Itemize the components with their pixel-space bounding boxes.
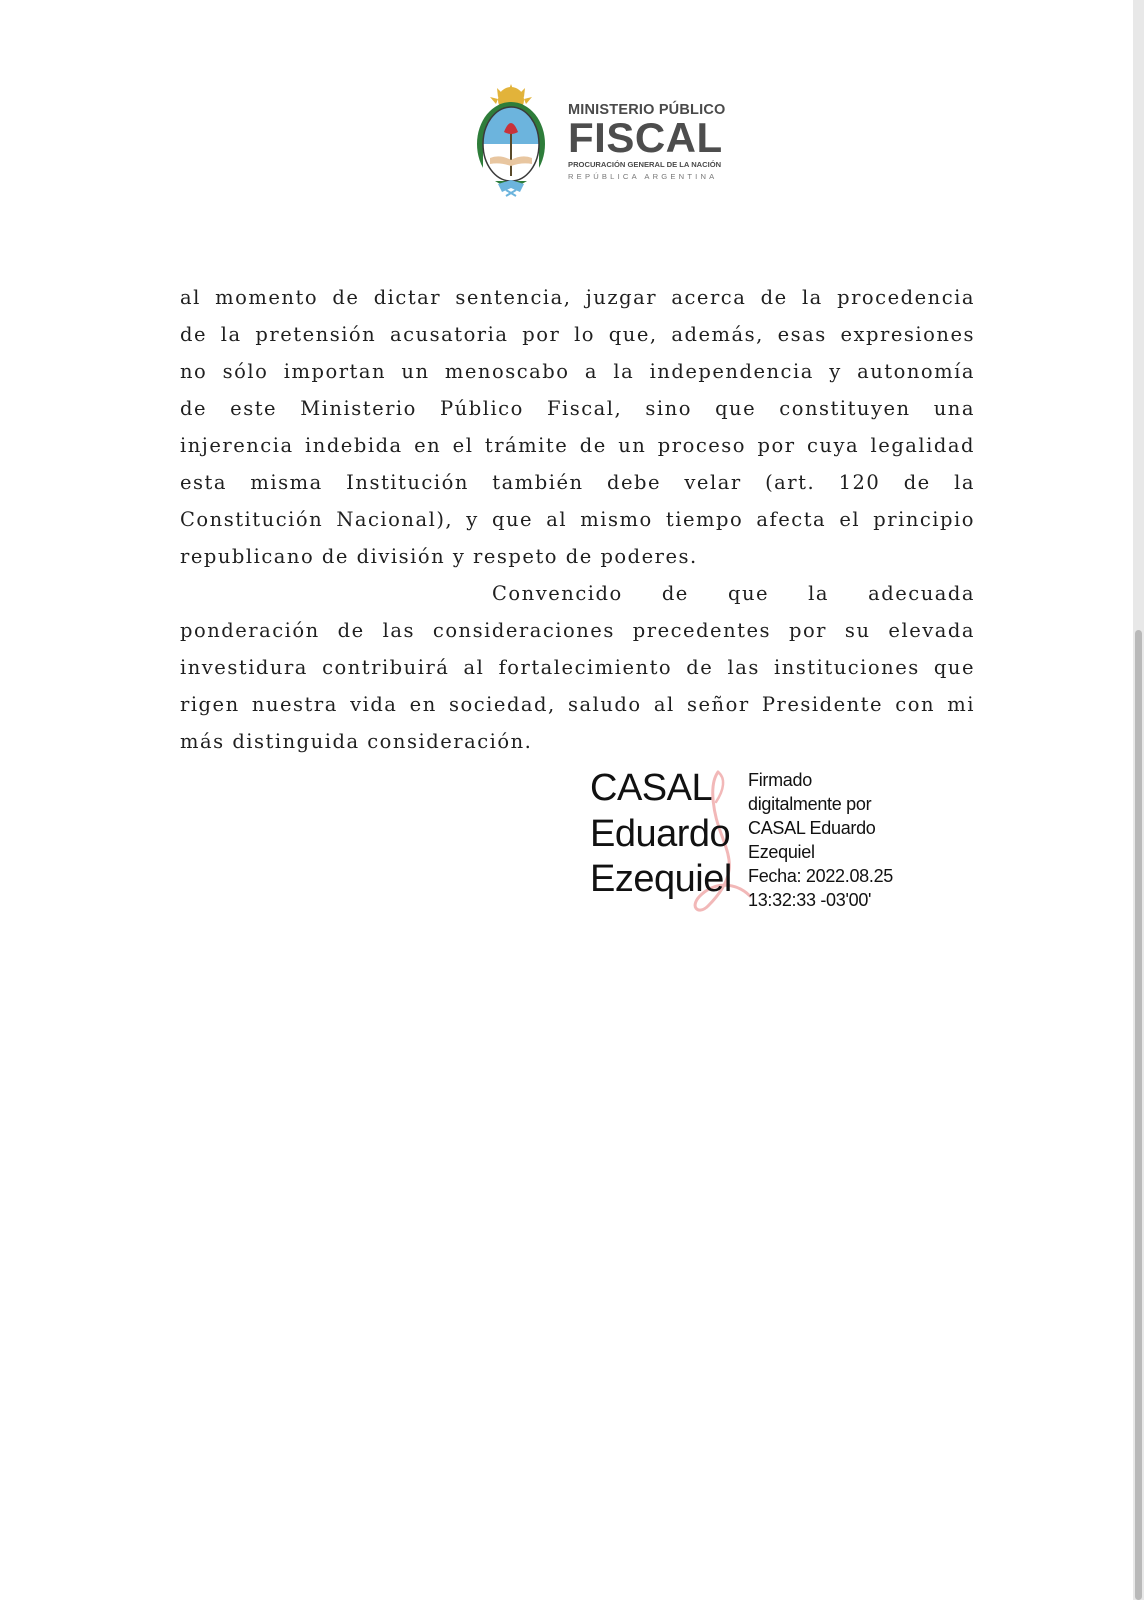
signature-detail-line: Fecha: 2022.08.25 [748, 866, 894, 886]
vertical-scrollbar[interactable] [1133, 0, 1144, 1600]
letter-body [180, 279, 975, 760]
signature-details [748, 768, 893, 912]
text-line: Convencido de que la adecuada [492, 582, 975, 605]
text-line: investidura contribuirá al fortalecimiento de las instituciones que [180, 656, 975, 679]
signer-name [590, 766, 732, 903]
logo-wordmark [568, 102, 748, 181]
signature-detail-line: CASAL Eduardo [748, 818, 876, 838]
argentina-coat-of-arms-icon [476, 84, 546, 198]
signature-detail-line: Ezequiel [748, 842, 815, 862]
signature-detail-line: 13:32:33 -03'00' [748, 890, 872, 910]
logo-org-top: MINISTERIO PÚBLICO [568, 102, 726, 118]
logo-org-country: REPÚBLICA ARGENTINA [568, 172, 718, 181]
signature-detail-line: digitalmente por [748, 794, 872, 814]
scrollbar-thumb[interactable] [1135, 630, 1142, 1600]
paragraph-1 [180, 279, 975, 575]
logo-org-main: FISCAL [568, 114, 723, 161]
logo-org-sub: PROCURACIÓN GENERAL DE LA NACIÓN [568, 160, 722, 169]
text-line: no sólo importan un menoscabo a la independencia y autonomía [180, 360, 975, 383]
ministerio-logo [476, 84, 738, 202]
text-line: más distinguida consideración. [180, 730, 533, 753]
signer-name-line: Ezequiel [590, 858, 732, 900]
signature-detail-line: Firmado [748, 770, 812, 790]
text-line: rigen nuestra vida en sociedad, saludo al señor Presidente con mi [180, 693, 975, 716]
text-line: de la pretensión acusatoria por lo que, además, esas expresiones [180, 323, 975, 346]
text-line: injerencia indebida en el trámite de un proceso por cuya legalidad [180, 434, 975, 457]
paragraph-2 [180, 575, 975, 760]
text-line: ponderación de las consideraciones precedentes por su elevada [180, 619, 975, 642]
signer-name-line: Eduardo [590, 812, 731, 855]
text-line: republicano de división y respeto de poderes. [180, 545, 698, 568]
text-line: esta misma Institución también debe velar (art. 120 de la [180, 471, 975, 494]
text-line: Constitución Nacional), y que al mismo tiempo afecta el principio [180, 508, 975, 531]
text-line: de este Ministerio Público Fiscal, sino que constituyen una [180, 397, 975, 420]
signer-name-line: CASAL [590, 767, 713, 809]
text-line: al momento de dictar sentencia, juzgar acerca de la procedencia [180, 286, 975, 309]
digital-signature [590, 766, 920, 916]
